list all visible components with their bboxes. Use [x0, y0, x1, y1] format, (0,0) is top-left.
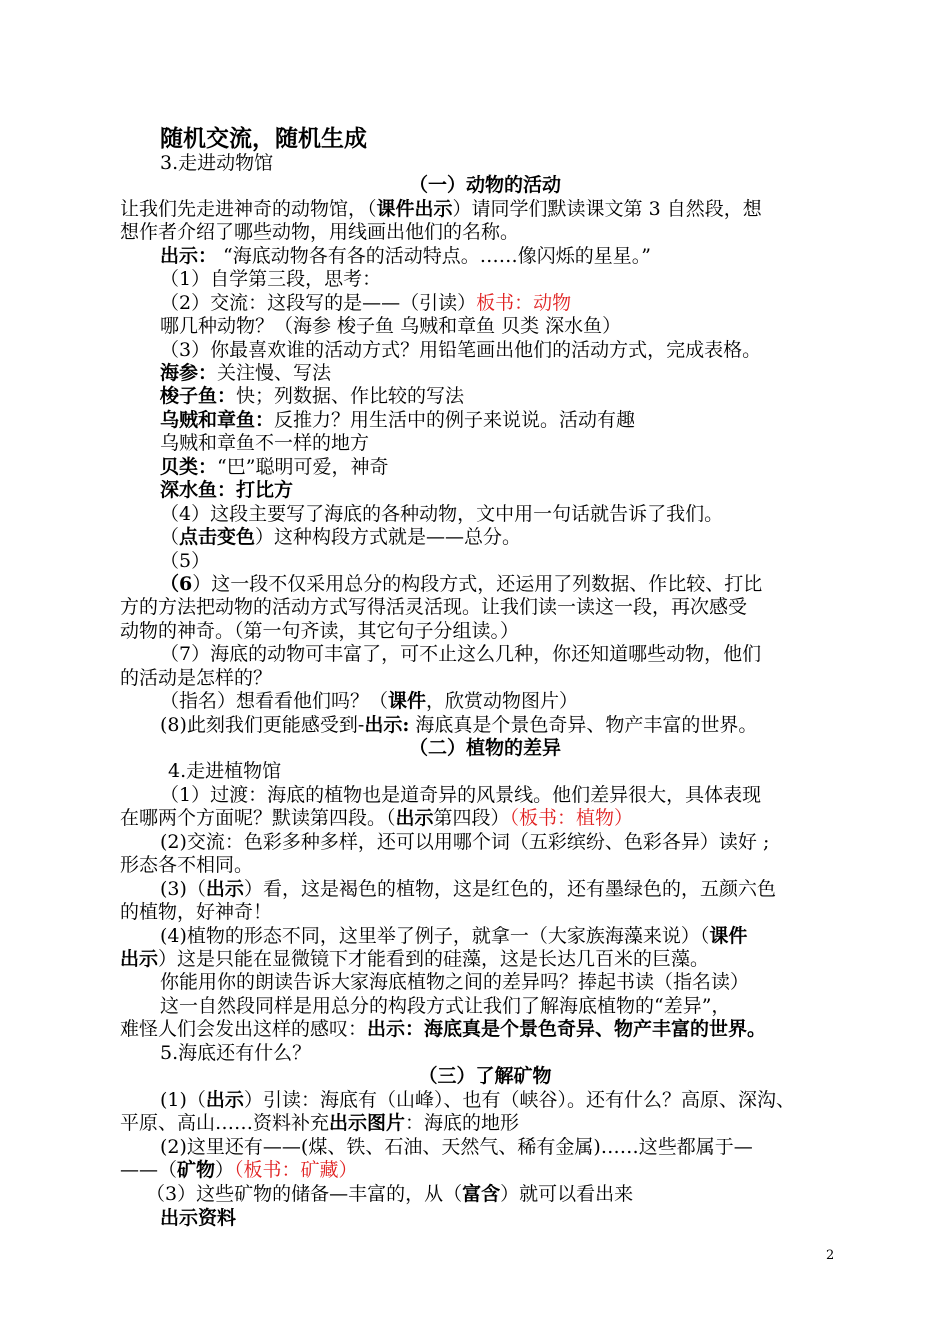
text-segment: 快；列数据、作比较的写法 [236, 385, 465, 407]
section-heading [120, 173, 850, 197]
text-line [120, 853, 850, 877]
bold-text: 出示 [205, 878, 244, 900]
bold-text: 课件 [709, 925, 748, 947]
text-segment: ——（ [120, 1159, 178, 1181]
text-line [160, 970, 890, 994]
text-segment: 让我们先走进神奇的动物馆，（ [120, 198, 377, 220]
board-note: 板书：动物 [476, 292, 572, 314]
text-segment: (1)（ [160, 1089, 206, 1111]
bold-text: 出示： [160, 245, 218, 267]
board-note: （板书：植物） [509, 807, 634, 829]
text-line [160, 924, 890, 948]
text-segment: 第四段） [433, 807, 510, 829]
bold-text: 矿物 [177, 1159, 216, 1181]
text-line [168, 759, 898, 783]
text-line [160, 361, 890, 385]
text-segment: 想作者介绍了哪些动物，用线画出他们的名称。 [120, 221, 520, 243]
bold-text: 出示图片 [329, 1112, 406, 1134]
text-segment: （指名）想看看他们吗？（ [160, 690, 389, 712]
text-segment: 形态各不相同。 [120, 854, 254, 876]
text-segment: （4）这段主要写了海底的各种动物，文中用一句话就告诉了我们。 [160, 503, 724, 525]
text-line [160, 384, 890, 408]
text-segment: 4.走进植物馆 [168, 760, 282, 782]
text-line [160, 431, 890, 455]
text-line [160, 338, 890, 362]
text-segment: （1）自学第三段，思考： [160, 268, 382, 290]
text-segment: （5） [160, 550, 211, 572]
bold-text: 梭子鱼： [160, 385, 237, 407]
text-line [120, 1158, 850, 1182]
text-line [160, 689, 890, 713]
text-line [160, 151, 890, 175]
text-segment: （3）这些矿物的储备—丰富的，从（ [146, 1183, 463, 1205]
text-line [160, 1206, 890, 1230]
text-line [120, 947, 850, 971]
bold-text: （三）了解矿物 [418, 1065, 552, 1087]
text-line [160, 502, 890, 526]
section-heading [120, 736, 850, 760]
text-line [160, 572, 890, 596]
text-segment: 反推力？用生活中的例子来说说。活动有趣 [274, 409, 636, 431]
bold-text: 出示：海底真是个景色奇异、物产丰富的世界。 [367, 1018, 767, 1040]
bold-text: （一）动物的活动 [408, 174, 561, 196]
text-line [120, 220, 850, 244]
text-line [160, 1041, 890, 1065]
text-segment: 你能用你的朗读告诉大家海底植物之间的差异吗？捧起书读（指名读） [160, 971, 750, 993]
text-segment: (2)这里还有——(煤、铁、石油、天然气、稀有金属)……这些都属于— [160, 1136, 753, 1158]
text-line [120, 666, 850, 690]
text-line [160, 642, 890, 666]
text-line [160, 830, 890, 854]
text-segment: 乌贼和章鱼不一样的地方 [160, 432, 370, 454]
text-line [120, 595, 850, 619]
bold-text: （6 [160, 573, 193, 595]
text-segment: 的活动是怎样的？ [120, 667, 273, 689]
text-line [160, 525, 890, 549]
text-segment: 关注慢、写法 [217, 362, 332, 384]
text-segment: (2)交流：色彩多种多样，还可以用哪个词（五彩缤纷、色彩各异）读好 ; [160, 831, 770, 853]
text-segment: 5.海底还有什么？ [160, 1042, 312, 1064]
bold-text: 富含 [462, 1183, 501, 1205]
text-segment: 动物的神奇。（第一句齐读，其它句子分组读。） [120, 620, 520, 642]
page-number: 2 [826, 1248, 835, 1263]
bold-text: 海参： [160, 362, 218, 384]
text-segment: 哪几种动物？（海参 梭子鱼 乌贼和章鱼 贝类 深水鱼） [160, 315, 622, 337]
text-line [160, 713, 890, 737]
text-line [120, 1017, 850, 1041]
text-line [160, 455, 890, 479]
board-note: （板书：矿藏） [234, 1159, 358, 1181]
text-segment: ）就可以看出来 [500, 1183, 634, 1205]
text-line [160, 244, 890, 268]
bold-text: 出示 [205, 1089, 244, 1111]
text-segment: 的植物，好神奇！ [120, 901, 273, 923]
bold-text: 深水鱼：打比方 [160, 479, 294, 501]
text-line [160, 291, 890, 315]
bold-text: 课件出示 [376, 198, 453, 220]
text-segment: ）这种构段方式就是——总分。 [255, 526, 522, 548]
text-line [160, 408, 890, 432]
text-segment: （7）海底的动物可丰富了，可不止这么几种，你还知道哪些动物，他们 [160, 643, 762, 665]
bold-text: 点击变色 [179, 526, 256, 548]
text-segment: ）这是只能在显微镜下才能看到的硅藻，这是长达几百米的巨藻。 [158, 948, 710, 970]
text-line [160, 478, 890, 502]
text-line [160, 267, 890, 291]
text-segment: 这一自然段同样是用总分的构段方式让我们了解海底植物的“差异”， [160, 995, 731, 1017]
text-line [146, 1182, 876, 1206]
text-segment: （ [160, 526, 180, 548]
bold-text: 出示资料 [160, 1207, 237, 1229]
text-line [160, 314, 890, 338]
bold-text: 出示 [395, 807, 434, 829]
bold-text: 随机交流，随机生成 [160, 125, 367, 152]
text-segment: “巴”聪明可爱，神奇 [217, 456, 389, 478]
text-segment: 方的方法把动物的活动方式写得活灵活现。让我们读一读这一段，再次感受 [120, 596, 748, 618]
text-line [120, 619, 850, 643]
bold-text: （二）植物的差异 [408, 737, 561, 759]
text-segment: 难怪人们会发出这样的感叹： [120, 1018, 368, 1040]
text-segment: ）引读：海底有（山峰）、也有（峡谷）。还有什么？高原、深沟、 [243, 1089, 795, 1111]
text-line [120, 197, 850, 221]
text-segment: 3.走进动物馆 [160, 152, 274, 174]
text-line [160, 1088, 890, 1112]
text-segment: ）看，这是褐色的植物，这是红色的，还有墨绿色的，五颜六色 [243, 878, 776, 900]
text-segment: 平原、高山……资料补充 [120, 1112, 330, 1134]
text-segment: ） [215, 1159, 235, 1181]
text-line [160, 783, 890, 807]
text-segment: （1）过渡：海底的植物也是道奇异的风景线。他们差异很大，具体表现 [160, 784, 762, 806]
text-line [160, 1135, 890, 1159]
text-segment: ）请同学们默读课文第 3 自然段，想 [452, 198, 762, 220]
text-segment: ）这一段不仅采用总分的构段方式，还运用了列数据、作比较、打比 [192, 573, 763, 595]
bold-text: 出示: [364, 714, 410, 736]
text-segment: 海底真是个景色奇异、物产丰富的世界。 [409, 714, 758, 736]
bold-text: 贝类： [160, 456, 218, 478]
text-segment: ：海底的地形 [405, 1112, 520, 1134]
text-segment: “海底动物各有各的活动特点。……像闪烁的星星。” [217, 245, 651, 267]
text-segment: (3)（ [160, 878, 206, 900]
bold-text: 出示 [120, 948, 159, 970]
text-segment: （2）交流：这段写的是——（引读） [160, 292, 477, 314]
text-line [160, 994, 890, 1018]
section-heading [120, 1064, 850, 1088]
bold-text: 乌贼和章鱼： [160, 409, 275, 431]
text-line [160, 877, 890, 901]
text-segment: (8)此刻我们更能感受到- [160, 714, 365, 736]
text-line [120, 1111, 850, 1135]
page-heading [160, 125, 890, 153]
text-segment: （3）你最喜欢谁的活动方式？用铅笔画出他们的活动方式，完成表格。 [160, 339, 762, 361]
text-segment: (4)植物的形态不同，这里举了例子，就拿一（大家族海藻来说）（ [160, 925, 710, 947]
text-segment: ，欣赏动物图片） [426, 690, 579, 712]
text-line [120, 806, 850, 830]
text-segment: 在哪两个方面呢？默读第四段。（ [120, 807, 396, 829]
text-line [160, 549, 890, 573]
text-line [120, 900, 850, 924]
bold-text: 课件 [388, 690, 427, 712]
